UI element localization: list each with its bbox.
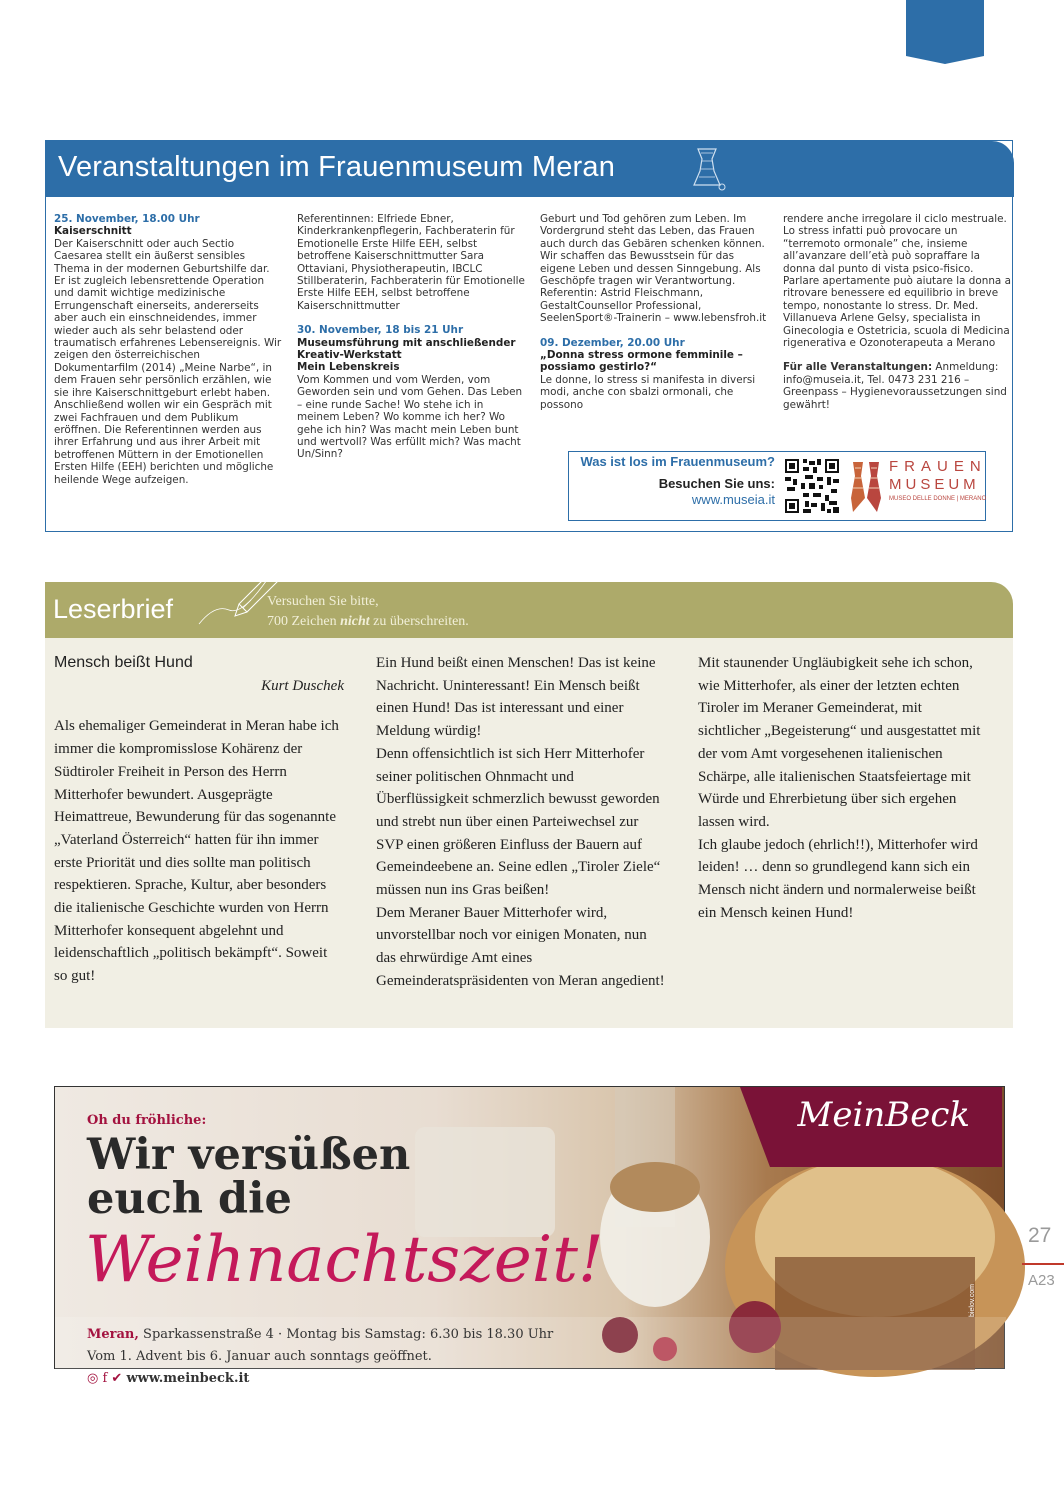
event-date: 09. Dezember, 20.00 Uhr xyxy=(540,336,685,349)
letter-text: Als ehemaliger Gemeinderat in Meran habe ich immer die kompromisslose Kohärenz der Südtiroler Freiheit in Person des Herrn Mitterhofer bewundert. Ausgeprägte Heimattreue, Bewunderung für das sogenannte „Vaterland Österreich“ hatten für ihn immer erste Priorität und dies sollte man politisch respektieren. Sprache, Kultur, aber besonders die italienische Geschichte wurden von Herrn Mitterhofer konsequent abgelehnt und leidenschaftlich „politisch bekämpft“. Soweit so gut! xyxy=(54,718,339,985)
registration-label: Für alle Veranstaltungen: xyxy=(783,361,933,374)
logo-line-1: FRAUEN xyxy=(889,458,987,475)
hint-pre: 700 Zeichen xyxy=(267,614,341,629)
ad-note: Vom 1. Advent bis 6. Januar auch sonntags geöffnet. xyxy=(87,1349,432,1364)
ad-headline-line-2: euch die xyxy=(87,1174,292,1224)
ad-headline-line-1: Wir versüßen xyxy=(87,1130,411,1180)
events-header xyxy=(46,141,1014,197)
ad-address xyxy=(87,1327,553,1342)
leserbrief-header xyxy=(45,582,1013,638)
promo-question: Was ist los im Frauenmuseum? xyxy=(580,454,775,469)
corset-logo-icon xyxy=(847,458,885,516)
letter-text: Ein Hund beißt einen Menschen! Das ist keine Nachricht. Uninteressant! Ein Mensch beißt einen Hund! Das ist interessant und einer Meldung würdig! xyxy=(376,655,656,740)
page-code: A23 xyxy=(1028,1272,1055,1289)
corset-icon xyxy=(686,145,728,193)
letter-text: Ich glaube jedoch (ehrlich!!), Mitterhofer wird leiden! … denn so grundlegend kann sich ein Mensch nicht ändern und normalerweise beißt ein Mensch keinen Hund! xyxy=(698,836,978,921)
ad-headline xyxy=(87,1130,411,1224)
event-date: 25. November, 18.00 Uhr xyxy=(54,213,200,225)
event-title: „Donna stress ormone femminile – possiamo gestirlo?“ xyxy=(540,349,743,374)
event-subtitle: Mein Lebenskreis xyxy=(297,361,400,374)
ad-city: Meran, xyxy=(87,1327,139,1342)
events-column-1 xyxy=(54,213,282,486)
meinbeck-advertisement[interactable] xyxy=(54,1086,1005,1386)
event-description: Le donne, lo stress si manifesta in diversi modi, anche con sbalzi ormonali, che possono xyxy=(540,373,756,411)
letter-author: Kurt Duschek xyxy=(261,677,344,694)
letter-text: Mit staunender Ungläubigkeit sehe ich schon, wie Mitterhofer, als einer der letzten echten Tiroler im Meraner Gemeinderat, mit sichtlicher „Begeisterung“ und ausgestattet mit der vom Amt vorgesehenen italienischen Schärpe, alle italienischen Staatsfeiertage mit Würde und Ehrerbietung über sich ergehen lassen wird. xyxy=(698,655,981,830)
events-column-3 xyxy=(540,213,768,411)
event-date: 30. November, 18 bis 21 Uhr xyxy=(297,324,464,337)
ad-script-headline: Weihnachtszeit! xyxy=(85,1223,604,1297)
hint-line-1: Versuchen Sie bitte, xyxy=(267,594,379,609)
registration-details: Anmeldung: info@museia.it, Tel. 0473 231 216 – Greenpass – Hygienevoraussetzungen sind gewährt! xyxy=(783,361,1007,411)
event-description: Vom Kommen und vom Werden, vom Geworden sein und vom Gehen. Das Leben – eine runde Sache! Wo stehe ich in meinem Leben? Wo komme ich her? Wo gehe ich hin? Was macht mein Leben bunt und wertvoll? Was erfüllt mich? Was macht Un/Sinn? xyxy=(297,373,523,461)
event-description: rendere anche irregolare il ciclo mestruale. Lo stress infatti può provocare un “terremoto ormonale” che, insieme all’avanzare dell’età può sopraffare la donna dal punto di vista psico-fisico. Parlare apertamente può aiutare la donna a ritrovare benessere ed equilibrio in breve tempo, nonostante lo stress. Dr. Med. Villanueva Arlene Gelsy, specialista in Ginecologia e Ostetricia, scuola di Medicina rigenerativa e Ozonoterapeuta a Merano xyxy=(783,213,1011,350)
social-icons[interactable]: ◎ f ✔ xyxy=(87,1371,123,1386)
qr-code-icon[interactable] xyxy=(783,456,841,516)
logo-line-2: MUSEUM xyxy=(889,476,980,493)
leserbrief-hint xyxy=(267,592,469,632)
letter-column-3 xyxy=(698,652,988,924)
event-description: Geburt und Tod gehören zum Leben. Im Vordergrund steht das Leben, das Frauen auch durch das Gebären schenken können. Wir schaffen das Bewusstsein für das eigene Leben und dessen Sinngebung. Als Geschöpfe tragen wir Verantwortung. Referentin: Astrid Fleischmann, GestaltCounsellor Professional, SeelenSport®-Trainerin – www.lebensfroh.it xyxy=(540,213,767,325)
meinbeck-logo: MeinBeck xyxy=(797,1095,970,1135)
letter-text: Denn offensichtlich ist sich Herr Mitterhofer seiner politischen Ohnmacht und Überflüssigkeit schmerzlich bewusst geworden und strebt nun über einen Parteiwechsel zur SVP einen größeren Einfluss der Bauern auf Gemeindeebene an. Seine edlen „Tiroler Ziele“ müssen nun ins Gras beißen! xyxy=(376,745,661,899)
hint-line-2 xyxy=(267,612,469,632)
letter-column-2 xyxy=(376,652,666,993)
events-title: Veranstaltungen im Frauenmuseum Meran xyxy=(58,151,616,183)
event-description: Der Kaiserschnitt oder auch Sectio Caesarea stellt ein äußerst sensibles Thema in der modernen Geburtshilfe dar. Er ist zugleich lebensrettende Operation und damit wichtige medizinische Errungenschaft einerseits, andererseits aber auch ein einschneidendes, immer wieder auch als sehr belastend oder traumatisch erfahrenes Lebensereignis. Wir zeigen den österreichischen Dokumentarfilm (2014) „Meine Narbe“, in dem Frauen sehr persönlich erzählen, wie sie ihre Kaiserschnittgeburt erlebt haben. Anschließend wollen wir ein Gespräch mit zwei Fachfrauen und dem Publikum eröffnen. Die Referentinnen werden aus ihrer Erfahrung und aus ihrer Arbeit mit betroffenen Müttern in der Emotionellen Ersten Hilfe (EEH) berichten und mögliche heilende Wege aufzeigen. xyxy=(54,237,282,486)
letter-column-1 xyxy=(54,652,344,988)
events-box xyxy=(45,140,1013,532)
photo-credit: bielov.com xyxy=(969,1284,976,1317)
page-number: 27 xyxy=(1028,1224,1052,1247)
letter-text: Dem Meraner Bauer Mitterhofer wird, unvorstellbar noch vor einigen Monaten, nun das ehrwürdige Amt eines Gemeinderatspräsidenten von Meran angedient! xyxy=(376,904,665,989)
promo-url[interactable]: www.museia.it xyxy=(691,492,775,507)
logo-line-3: MUSEO DELLE DONNE | MERANO xyxy=(889,496,987,502)
events-column-2 xyxy=(297,213,525,461)
leserbrief-body xyxy=(45,638,1013,1028)
ad-hours: Sparkassenstraße 4 · Montag bis Samstag: 6.30 bis 18.30 Uhr xyxy=(138,1327,554,1342)
ad-social-row xyxy=(87,1371,249,1386)
hint-emphasis: nicht xyxy=(340,614,370,629)
page-corner-tab xyxy=(906,0,984,56)
promo-visit: Besuchen Sie uns: xyxy=(658,476,775,491)
hint-post: zu überschreiten. xyxy=(369,614,469,629)
event-title: Kaiserschnitt xyxy=(54,225,132,238)
events-column-4 xyxy=(783,213,1011,411)
frauenmuseum-logo xyxy=(847,458,987,516)
ad-url[interactable]: www.meinbeck.it xyxy=(126,1371,250,1386)
event-speakers: Referentinnen: Elfriede Ebner, Kinderkrankenpflegerin, Fachberaterin für Emotionelle Erste Hilfe EEH, selbst betroffene Kaiserschnittmutter Sara Ottaviani, Physiotherapeutin, IBCLC Stillberaterin, Fachberaterin für Emotionelle Erste Hilfe EEH, selbst betroffene Kaiserschnittmutter xyxy=(297,213,525,312)
museum-promo-box xyxy=(568,451,986,521)
event-title: Museumsführung mit anschließender Kreativ-Werkstatt xyxy=(297,336,516,362)
ad-preheadline: Oh du fröhliche: xyxy=(87,1113,207,1128)
letter-headline: Mensch beißt Hund xyxy=(54,654,193,671)
page-number-divider xyxy=(1022,1263,1064,1265)
registration-info xyxy=(783,361,1011,411)
leserbrief-title: Leserbrief xyxy=(53,594,174,624)
